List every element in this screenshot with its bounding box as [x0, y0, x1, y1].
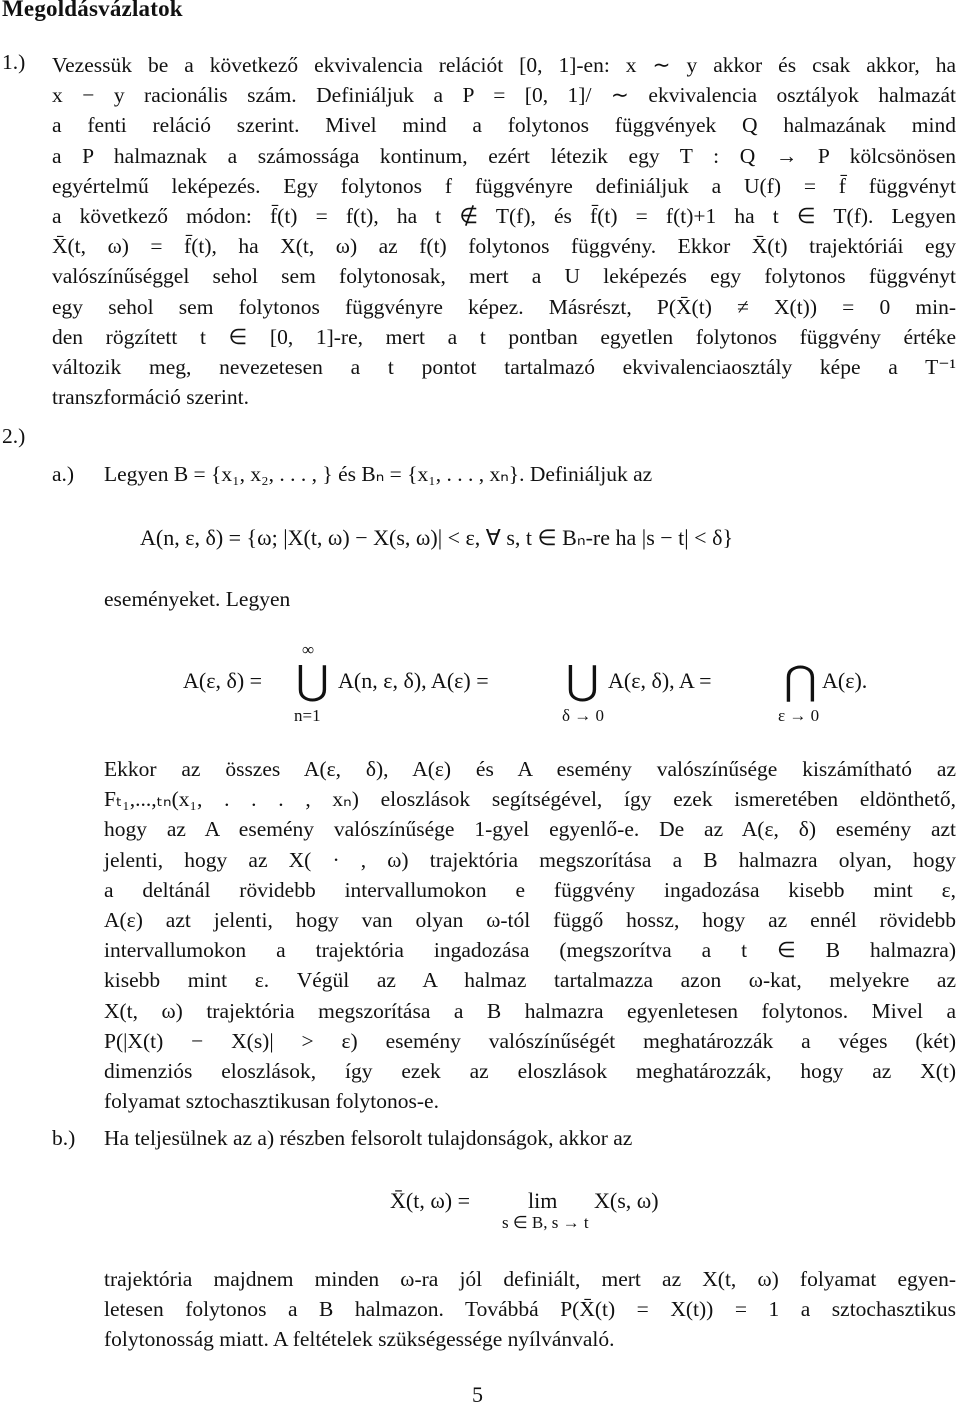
limit-operator: lim [528, 1188, 558, 1213]
intersection-subscript: ε → 0 [778, 706, 820, 725]
text-line: változik meg, nevezetesen a t pontot tartalmazó ekvivalenciaosztály képe a T⁻¹ [52, 355, 956, 380]
text-line: folyamat sztochasztikusan folytonos-e. [104, 1089, 439, 1114]
equation-A-n-eps-delta: A(n, ε, δ) = {ω; |X(t, ω) − X(s, ω)| < ε, ∀ s, t ∈ Bₙ-re ha |s − t| < δ} [140, 525, 734, 550]
text-line: a deltánál rövidebb intervallumokon e függvény ingadozása kisebb mint ε, [104, 877, 956, 902]
text-line: transzformáció szerint. [52, 385, 249, 410]
eq2-part4: A(ε). [822, 668, 868, 693]
text-line: A(ε) azt jelenti, hogy van olyan ω-tól függő hossz, hogy az ennél rövidebb [104, 908, 956, 933]
text-line: a következő módon: f̄(t) = f(t), ha t ∉ T(f), és f̄(t) = f(t)+1 ha t ∈ T(f). Legyen [52, 204, 956, 229]
text-line: X̄(t, ω) = f̄(t), ha X(t, ω) az f(t) folytonos függvény. Ekkor X̄(t) trajektóriái egy [52, 234, 956, 259]
part-b-text [104, 1264, 956, 1355]
text-line: dimenziós eloszlások, így ezek az eloszlások meghatározzák, hogy az X(t) [104, 1059, 956, 1084]
text-line: valószínűséggel sehol sem folytonosak, mert a U leképezés egy folytonos függvényt [52, 264, 956, 289]
problem-1-text [52, 50, 956, 412]
text-line: trajektória majdnem minden ω-ra jól definiált, mert az X(t, ω) folyamat egyen- [104, 1267, 956, 1291]
part-a-text [104, 754, 956, 1116]
eq2-part3: A(ε, δ), A = [608, 668, 712, 693]
text-line: egy sehol sem folytonos függvényre képez. Másrészt, P(X̄(t) ≠ X(t)) = 0 min- [52, 294, 956, 319]
eq3-lhs: X̄(t, ω) = [390, 1188, 471, 1213]
part-b-label: b.) [52, 1126, 76, 1150]
eq3-rhs: X(s, ω) [594, 1188, 659, 1213]
problem-1-label: 1.) [2, 50, 26, 74]
eq2-part1: A(ε, δ) = [183, 668, 263, 693]
text-line: x − y racionális szám. Definiáljuk a P = [0, 1]/ ∼ ekvivalencia osztályok halmazát [52, 83, 956, 108]
union-subscript: n=1 [294, 706, 321, 725]
text-line: hogy az A esemény valószínűsége 1-gyel egyenlő-e. De az A(ε, δ) esemény azt [104, 817, 956, 842]
part-a-intro: Legyen B = {x₁, x₂, . . . , } és Bₙ = {x₁, . . . , xₙ}. Definiáljuk az [104, 462, 653, 486]
text-line: Ekkor az összes A(ε, δ), A(ε) és A esemény valószínűsége kiszámítható az [104, 757, 956, 781]
eq2-part2: A(n, ε, δ), A(ε) = [338, 668, 489, 693]
section-heading: Megoldásvázlatok [2, 0, 183, 21]
text-line: kisebb mint ε. Végül az A halmaz tartalmazza azon ω-kat, melyekre az [104, 968, 956, 993]
union-icon-2: ⋃ [566, 658, 599, 704]
text-line: X(t, ω) trajektória megszorítása a B halmazra egyenletesen folytonos. Mivel a [104, 998, 956, 1023]
text-line: a fenti reláció szerint. Mivel mind a folytonos függvények Q halmazának mind [52, 113, 956, 138]
limit-subscript: s ∈ B, s → t [502, 1213, 589, 1232]
text-line: Vezessük be a következő ekvivalencia relációt [0, 1]-en: x ∼ y akkor és csak akkor, ha [52, 53, 956, 77]
page-number: 5 [472, 1382, 483, 1407]
text-line: Fₜ₁,...,ₜₙ(x₁, . . . , xₙ) eloszlások segítségével, így ezek ismeretében eldönthető, [104, 787, 956, 812]
text-line: P(|X(t) − X(s)| > ε) esemény valószínűségét meghatározzák a véges (két) [104, 1028, 956, 1053]
text-line: folytonosság miatt. A feltételek szükségessége nyílvánvaló. [104, 1327, 615, 1352]
intersection-icon: ⋂ [784, 658, 817, 704]
text-line: jelenti, hogy az X( · , ω) trajektória megszorítása a B halmazra olyan, hogy [104, 847, 956, 872]
text-line: den rögzített t ∈ [0, 1]-re, mert a t pontban egyetlen folytonos függvény értéke [52, 324, 956, 349]
part-b-intro: Ha teljesülnek az a) részben felsorolt tulajdonságok, akkor az [104, 1126, 633, 1150]
events-text: eseményeket. Legyen [104, 587, 291, 611]
union-superscript: ∞ [302, 640, 315, 659]
union2-subscript: δ → 0 [562, 706, 605, 725]
part-a-label: a.) [52, 462, 75, 486]
text-line: egyértelmű leképezés. Egy folytonos f függvényre definiáljuk a U(f) = f̄ függvényt [52, 173, 956, 198]
problem-2-label: 2.) [2, 424, 26, 448]
union-icon: ⋃ [296, 658, 329, 704]
text-line: a P halmaznak a számossága kontinum, ezért létezik egy T : Q → P kölcsönösen [52, 143, 956, 168]
text-line: intervallumokon a trajektória ingadozása (megszorítva a t ∈ B halmazra) [104, 938, 956, 963]
text-line: letesen folytonos a B halmazon. Továbbá P(X̄(t) = X(t)) = 1 a sztochasztikus [104, 1297, 956, 1322]
